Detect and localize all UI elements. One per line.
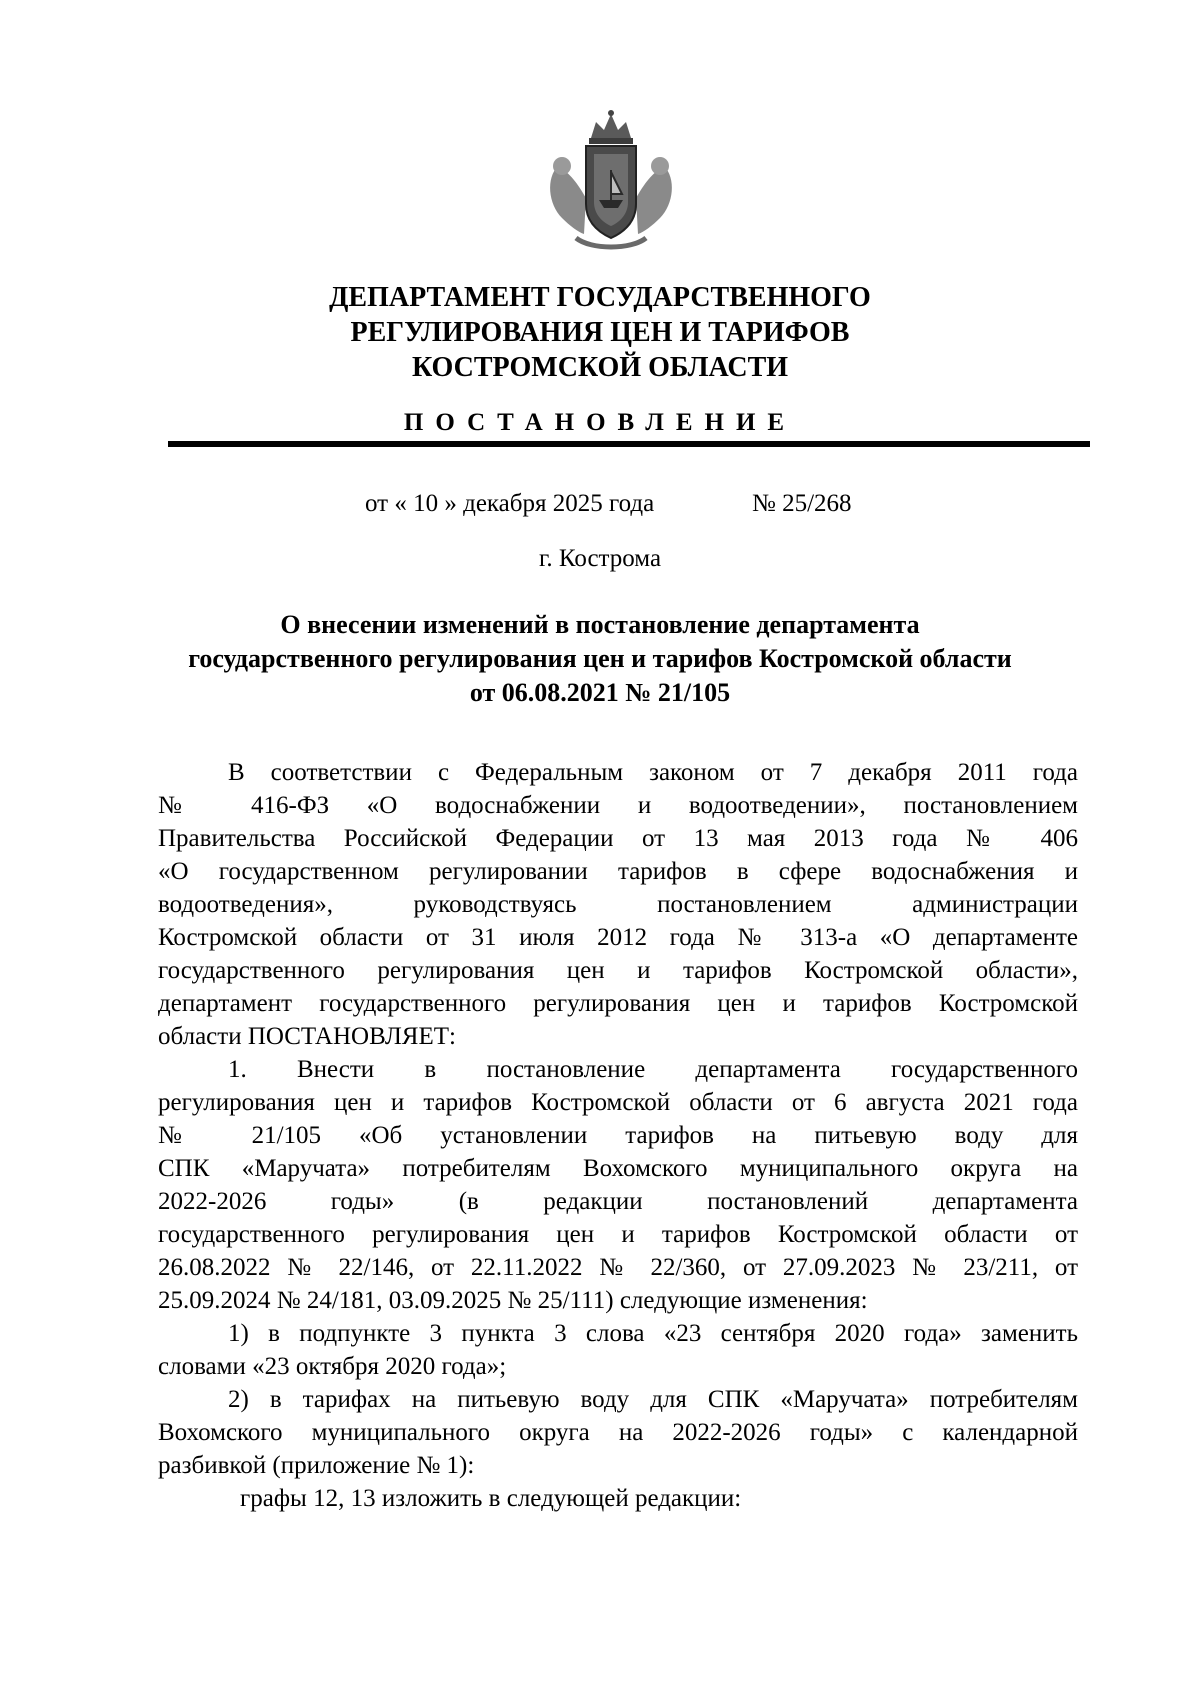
- body-line: графы 12, 13 изложить в следующей редакции:: [240, 1485, 742, 1512]
- body-line: № 21/105 «Об установлении тарифов на питьевую воду для: [158, 1122, 1078, 1149]
- body-line: СПК «Маручата» потребителям Вохомского муниципального округа на: [158, 1155, 1078, 1182]
- document-date: от « 10 » декабря 2025 года: [365, 490, 655, 517]
- body-line: Правительства Российской Федерации от 13 мая 2013 года № 406: [158, 825, 1078, 852]
- department-name: [0, 280, 1200, 385]
- department-line: ДЕПАРТАМЕНТ ГОСУДАРСТВЕННОГО: [329, 282, 871, 313]
- body-line: 2) в тарифах на питьевую воду для СПК «Маручата» потребителям: [228, 1386, 1078, 1413]
- body-line: государственного регулирования цен и тарифов Костромской области»,: [158, 957, 1078, 984]
- body-line: департамент государственного регулирования цен и тарифов Костромской: [158, 990, 1078, 1017]
- body-line: 25.09.2024 № 24/181, 03.09.2025 № 25/111) следующие изменения:: [158, 1287, 868, 1314]
- header-rule: [168, 441, 1090, 447]
- body-line: № 416-ФЗ «О водоснабжении и водоотведении», постановлением: [158, 792, 1078, 819]
- subject-line: государственного регулирования цен и тарифов Костромской области: [188, 644, 1012, 673]
- body-line: государственного регулирования цен и тарифов Костромской области от: [158, 1221, 1078, 1248]
- body-line: «О государственном регулировании тарифов в сфере водоснабжения и: [158, 858, 1078, 885]
- body-line: Вохомского муниципального округа на 2022-2026 годы» с календарной: [158, 1419, 1078, 1446]
- body-line: словами «23 октября 2020 года»;: [158, 1353, 507, 1380]
- department-line: РЕГУЛИРОВАНИЯ ЦЕН И ТАРИФОВ: [350, 317, 850, 348]
- body-line: В соответствии с Федеральным законом от 7 декабря 2011 года: [228, 759, 1078, 786]
- document-type: ПОСТАНОВЛЕНИЕ: [403, 409, 797, 436]
- body-line: 1) в подпункте 3 пункта 3 слова «23 сентября 2020 года» заменить: [228, 1320, 1078, 1347]
- document-city: г. Кострома: [538, 545, 662, 572]
- body-line: водоотведения», руководствуясь постановлением администрации: [158, 891, 1078, 918]
- body-line: 2022-2026 годы» (в редакции постановлений департамента: [158, 1188, 1078, 1215]
- coat-of-arms-icon: [536, 108, 686, 258]
- document-subject: [0, 608, 1200, 710]
- subject-line: О внесении изменений в постановление департамента: [280, 610, 920, 639]
- body-line: Костромской области от 31 июля 2012 года № 313-а «О департаменте: [158, 924, 1078, 951]
- department-line: КОСТРОМСКОЙ ОБЛАСТИ: [411, 352, 789, 383]
- body-line: 26.08.2022 № 22/146, от 22.11.2022 № 22/360, от 27.09.2023 № 23/211, от: [158, 1254, 1078, 1281]
- document-body: [158, 756, 1078, 1515]
- subject-line: от 06.08.2021 № 21/105: [469, 678, 731, 707]
- body-line: разбивкой (приложение № 1):: [158, 1452, 475, 1479]
- body-line: области ПОСТАНОВЛЯЕТ:: [158, 1023, 456, 1050]
- body-line: 1. Внести в постановление департамента государственного: [228, 1056, 1078, 1083]
- body-line: регулирования цен и тарифов Костромской области от 6 августа 2021 года: [158, 1089, 1078, 1116]
- document-number: № 25/268: [752, 490, 852, 517]
